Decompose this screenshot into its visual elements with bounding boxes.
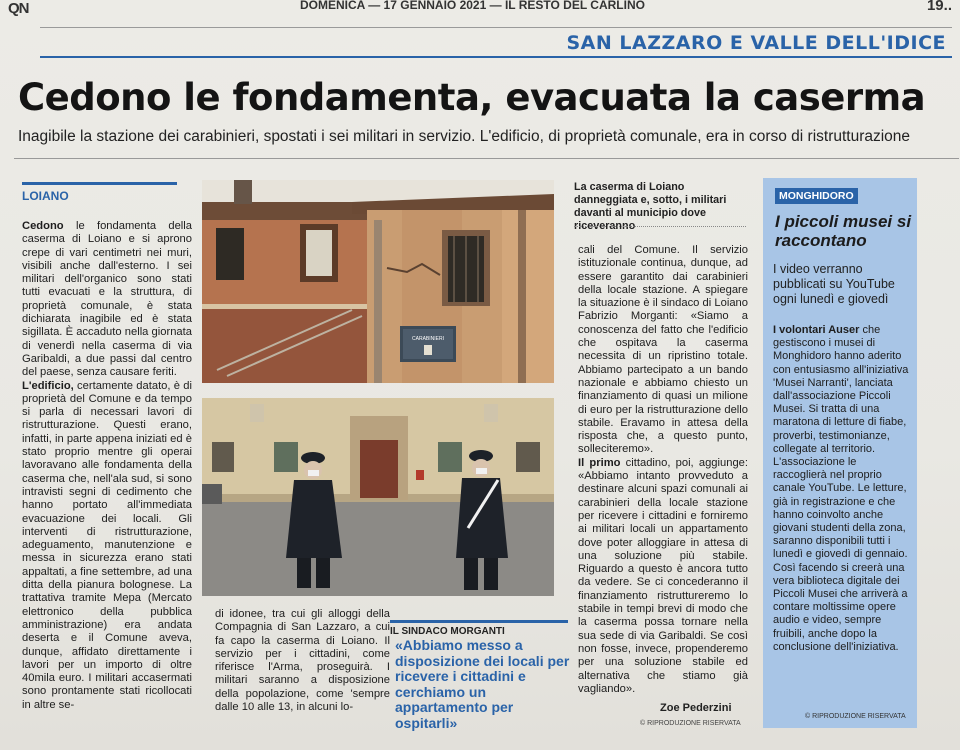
sidebar-title: I piccoli musei si raccontano bbox=[775, 212, 912, 250]
headline: Cedono le fondamenta, evacuata la caserma bbox=[18, 76, 926, 119]
place-label-text: LOIANO bbox=[22, 189, 69, 203]
sidebar-tag: MONGHIDORO bbox=[775, 188, 858, 204]
article-column-3 bbox=[578, 244, 748, 696]
sign-text: CARABINIERI bbox=[412, 336, 444, 342]
header-rule bbox=[40, 27, 952, 28]
sidebar-box bbox=[763, 178, 917, 728]
sidebar-body bbox=[773, 324, 913, 654]
subheadline: Inagibile la stazione dei carabinieri, spostati i sei militari in servizio. L'edificio, di proprietà comunale, era in corso di ristrutturazione bbox=[18, 128, 911, 145]
lead-word: L'edificio, bbox=[22, 379, 74, 392]
lead-word: I volontari Auser bbox=[773, 324, 860, 336]
sidebar-copyright: © RIPRODUZIONE RISERVATA bbox=[805, 713, 906, 720]
place-label bbox=[22, 182, 177, 203]
paragraph: certamente datato, è di proprietà del Comune e da tempo si parla di necessari lavori di ristrutturazione. Questi erano, infatti, in parte appena iniziati ed è stato proprio mentre gli operai lavoravano alle fondamenta della caserma che, nell'ala sud, si sono intravisti segni di cedimento che hanno portato all'immediata evacuazione dei locali. Gli interventi di ristrutturazione, adeguamento, manutenzione e messa in sicurezza erano stati appaltati, a fine settembre, ad una ditta della pianura bolognese. La trattativa tramite Mepa (Mercato elettronico della pubblica amministrazione) era andata deserta e il Comune aveva, dunque, affidato direttamente i lavori per un importo di oltre 40mila euro. I militari accasermati sono prontamente stati ricollocati in altre se- bbox=[22, 379, 192, 711]
dateline: DOMENICA — 17 GENNAIO 2021 — IL RESTO DEL CARLINO bbox=[300, 0, 645, 12]
sidebar-subtitle: I video verranno pubblicati su YouTube ogni lunedì e giovedì bbox=[773, 262, 895, 306]
section-heading bbox=[40, 32, 952, 58]
section-title: SAN LAZZARO E VALLE DELL'IDICE bbox=[566, 32, 946, 54]
lead-word: Cedono bbox=[22, 220, 64, 232]
page-header bbox=[0, 0, 960, 17]
caserma-photo bbox=[202, 180, 554, 383]
quote-label-text: IL SINDACO MORGANTI bbox=[390, 626, 505, 637]
page-number: 19.. bbox=[926, 0, 952, 14]
caserma-building-illustration bbox=[202, 180, 554, 383]
quote-label bbox=[390, 620, 568, 637]
lead-word: Il primo bbox=[578, 456, 621, 469]
paragraph: le fondamenta della caserma di Loiano e si aprono crepe di vari centimetri nei muri, visibili anche dall'esterno. I sei militari dell'organico sono stati tutti evacuati e la struttura, di proprietà comunale, è stata dichiarata inagibile ed è stata sigillata. È accaduto nella giornata di venerdì nella caserma di via Garibaldi, a due passi dal centro del paese, senza causare feriti. bbox=[22, 220, 192, 379]
carabinieri-photo bbox=[202, 398, 554, 596]
author-signature: Zoe Pederzini bbox=[660, 702, 732, 714]
newspaper-logo: QN bbox=[8, 0, 29, 17]
paragraph: cali del Comune. Il servizio istituzionale continua, dunque, ad essere garantito dai carabinieri della locale stazione. A spiegare la situazione è il sindaco di Loiano Fabrizio Morganti: «Siamo a conoscenza del fatto che l'edificio che ospitava la caserma necessita di un ripristino totale. Abbiamo partecipato a un bando nazionale e abbiamo chiesto un finanziamento di quasi un milione di euro per la ristrutturazione dello stabile. Eravamo in attesa della risposta che, a questo punto, solleciteremo». bbox=[578, 244, 748, 456]
paragraph: che gestiscono i musei di Monghidoro hanno aderito con entusiasmo all'iniziativa 'Musei Narranti', lanciata dall'associazione Piccoli Musei. Si tratta di una maratona di letture di fiabe, proverbi, testimonianze, collegate al territorio. L'associazione le raccoglierà nel proprio canale YouTube. Le letture, già in registrazione e che hanno coinvolto anche giovani studenti della zona, saranno disponibili tutti i lunedì e giovedì di gennaio. Così facendo si creerà una vera biblioteca digitale dei Piccoli Musei che arriverà a contare moltissime opere audio e video, sempre fruibili, anche dopo la conclusione dell'iniziativa. bbox=[773, 324, 909, 653]
carabinieri-illustration bbox=[202, 398, 554, 596]
article-column-1 bbox=[22, 220, 192, 712]
divider bbox=[14, 158, 959, 159]
pull-quote: «Abbiamo messo a disposizione dei locali per ricevere i cittadini e cerchiamo un appartamento per ospitarli» bbox=[395, 637, 570, 731]
paragraph: cittadino, poi, aggiunge: «Abbiamo intanto provveduto a destinare alcuni spazi comunali ai carabinieri della locale stazione per ricevere i cittadini e forniremo ai militari locali un appartamento dove poter alloggiare in attesa di una soluzione più stabile. Riguardo a questo è ancora tutto da vedere. Se ci concederanno il finanziamento ristruttureremo lo stabile in tempi brevi di modo che la caserma possa tornare nella sua sede di via Garibaldi. Se così non fosse, invece, propenderemo per una soluzione stabile ed alternativa che stiamo già vagliando». bbox=[578, 456, 748, 695]
caption-rule bbox=[574, 226, 746, 227]
copyright-note: © RIPRODUZIONE RISERVATA bbox=[640, 720, 741, 727]
photo-caption: La caserma di Loiano danneggiata e, sotto, i militari davanti al municipio dove riceveranno bbox=[574, 181, 727, 232]
article-column-2: di idonee, tra cui gli alloggi della Compagnia di San Lazzaro, a cui fa capo la caserma di Loiano. Il servizio per i cittadini, come riferisce l'Arma, proseguirà. I militari saranno a disposizione della popolazione, come 'sempre dalle 10 alle 13, in alcuni lo- bbox=[215, 608, 390, 714]
